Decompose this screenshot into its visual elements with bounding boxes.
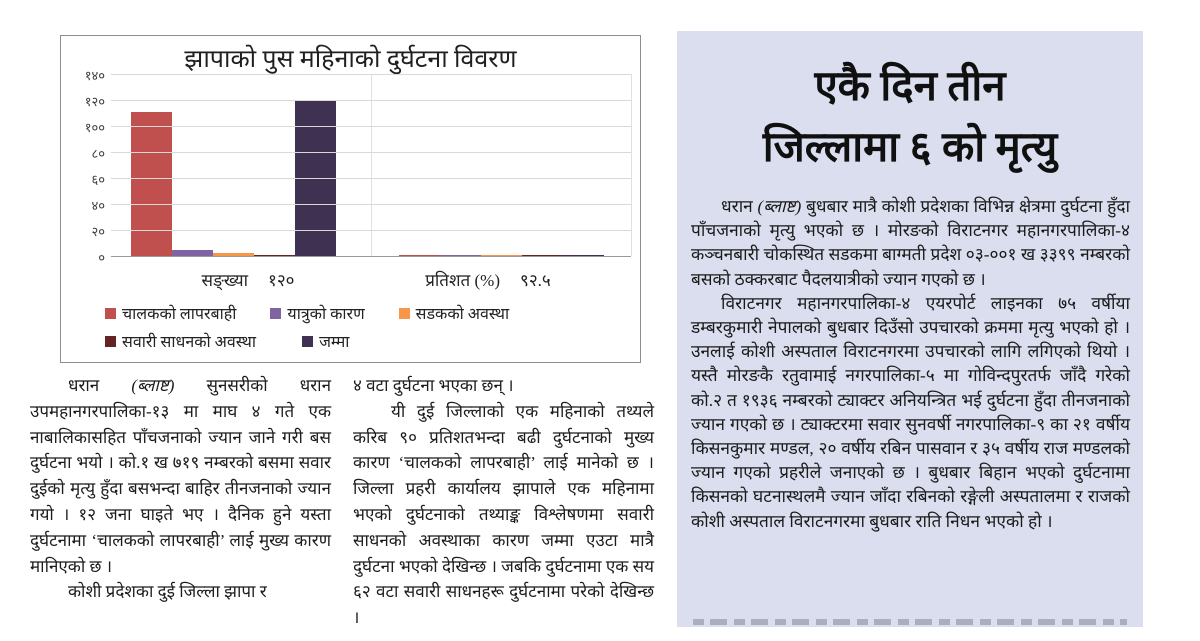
text-segment: विराटनगर महानगरपालिका-४ एयरपोर्ट लाइनका ७५ वर्षीया डम्बरकुमारी नेपालको बुधबार दिउँसो उपचारको क्रममा मृत्यु भएको हो । उनलाई कोशी अस्पताल विराटनगरमा उपचारको लागि लगिएको थियो । यस्तै मोरङकै रतुवामाई नगरपालिका-५ मा गोविन्दपुरतर्फ जाँदै गरेको को.२ त १९३६ नम्बरको ट्याक्टर अनियन्त्रित भई दुर्घटना हुँदा तीनजनाको ज्यान गएको छ । ट्याक्टरमा सवार सुनवर्षी नगरपालिका-९ का २१ वर्षीय किसनकुमार मण्डल, २० वर्षीय रबिन पासवान र ३५ वर्षीय राज मण्डलको ज्यान गएको प्रहरीले जनाएको छ । बुधबार बिहान भएको दुर्घटनामा किसनको घटनास्थलमै ज्यान जाँदा रबिनको रङ्गेली अस्पतालमा र राजको कोशी अस्पताल विराटनगरमा बुधबार राति निधन भएको हो । <box>691 293 1130 531</box>
text-segment: ४ वटा दुर्घटना भएका छन् । <box>353 376 514 395</box>
article-column-2 <box>353 373 654 641</box>
article-column-1 <box>30 373 331 641</box>
text-segment: यी दुई जिल्लाको एक महिनाको तथ्यले करिब ९० प्रतिशतभन्दा बढी दुर्घटनाको मुख्य कारण ‘चालकको लापरबाही’ लाई मानेको छ । जिल्ला प्रहरी कार्यालय झापाले एक महिनामा भएको दुर्घटनाको तथ्याङ्क विश्लेषणमा सवारी साधनको अवस्थाका कारण जम्मा एउटा मात्रै दुर्घटना भएको देखिन्छ । जबकि दुर्घटनामा एक सय ६२ वटा सवारी साधनहरू दुर्घटनामा परेको देखिन्छ । <box>353 401 654 628</box>
clipped-text-line <box>693 619 1127 625</box>
y-axis-tick-label: १४० <box>84 68 105 83</box>
text-segment: सुनसरीको धरान उपमहानगरपालिका-१३ मा माघ ४ गते एक नाबालिकासहित पाँचजनाको ज्यान जाने गरी बस दुर्घटना भयो । को.१ ख ७१९ नम्बरको बसमा सवार दुईको मृत्यु हुँदा बसभन्दा बाहिर तीनजनाको ज्यान गयो । १२ जना घाइते भए । दैनिक हुने यस्ता दुर्घटनामा ‘चालकको लापरबाही’ लाई मुख्य कारण मानिएको छ । <box>30 376 332 576</box>
legend-label: सडकको अवस्था <box>415 306 510 323</box>
y-axis-tick-label: २० <box>91 224 105 239</box>
legend-item-3 <box>105 330 256 352</box>
chart-legend-row-2 <box>105 330 349 352</box>
right-article-body <box>691 195 1130 534</box>
x-category-name: सङ्ख्या <box>201 271 248 290</box>
chart-plot-area <box>111 74 631 256</box>
legend-item-1 <box>270 302 364 324</box>
gridline <box>111 256 631 257</box>
chart-title: झापाको पुस महिनाको दुर्घटना विवरण <box>184 46 517 73</box>
bar-count-0 <box>131 112 172 256</box>
x-category-label-0 <box>201 268 294 291</box>
right-article-paragraph-0 <box>691 195 1130 292</box>
text-segment: धरान <box>721 197 758 216</box>
text-segment: धरान <box>68 376 132 395</box>
y-axis-tick-label: १०० <box>84 120 105 135</box>
left-col1-paragraph-1 <box>30 579 331 605</box>
y-axis-tick-label: ० <box>98 250 105 265</box>
x-category-value: ९२.५ <box>519 271 551 290</box>
right-article-panel <box>677 31 1143 627</box>
right-article-paragraph-1 <box>691 292 1130 534</box>
category-boundary-gridline <box>371 74 372 256</box>
legend-label: जम्मा <box>319 334 350 351</box>
x-category-name: प्रतिशत (%) <box>425 271 500 290</box>
x-category-value: १२० <box>268 271 295 290</box>
article-headline <box>685 57 1135 179</box>
left-col2-paragraph-1 <box>353 399 654 631</box>
y-axis-tick-label: ६० <box>91 172 105 187</box>
left-col1-paragraph-0 <box>30 373 331 579</box>
headline-line-1: एकै दिन तीन <box>814 64 1006 110</box>
dateline-italic: (ब्लाष्ट) <box>131 376 175 395</box>
text-segment: बुधबार मात्रै कोशी प्रदेशका विभिन्न क्षेत्रमा दुर्घटना हुँदा पाँचजनाको मृत्यु भएको छ । मोरङको विराटनगर महानगरपालिका-४ कञ्चनबारी चोकस्थित सडकमा बाग्मती प्रदेश ०३-००१ ख ३३९९ नम्बरको बसको ठक्करबाट पैदलयात्रीको ज्यान गएको छ । <box>691 197 1130 289</box>
y-axis-tick-label: ४० <box>91 198 105 213</box>
text-segment: कोशी प्रदेशका दुई जिल्ला झापा र <box>68 582 267 602</box>
legend-label: सवारी साधनको अवस्था <box>122 334 257 351</box>
legend-swatch-icon <box>105 336 116 347</box>
chart-legend-row-1 <box>105 302 509 324</box>
left-col2-paragraph-0 <box>353 373 654 399</box>
left-article-body <box>30 373 655 641</box>
legend-swatch-icon <box>105 308 116 319</box>
y-axis-tick-label: १२० <box>84 94 105 109</box>
legend-swatch-icon <box>270 308 281 319</box>
legend-swatch-icon <box>302 336 313 347</box>
legend-label: यात्रुको कारण <box>287 306 365 323</box>
x-category-label-1 <box>425 268 551 291</box>
legend-item-2 <box>399 302 510 324</box>
category-boundary-gridline <box>631 74 632 256</box>
accident-bar-chart <box>60 35 641 363</box>
legend-item-4 <box>302 330 349 352</box>
legend-item-0 <box>105 302 236 324</box>
headline-line-2: जिल्लामा ६ को मृत्यु <box>762 125 1058 171</box>
legend-label: चालकको लापरबाही <box>122 306 237 323</box>
legend-swatch-icon <box>399 308 410 319</box>
y-axis-tick-label: ८० <box>91 146 105 161</box>
dateline-italic: (ब्लाष्ट) <box>757 197 802 216</box>
